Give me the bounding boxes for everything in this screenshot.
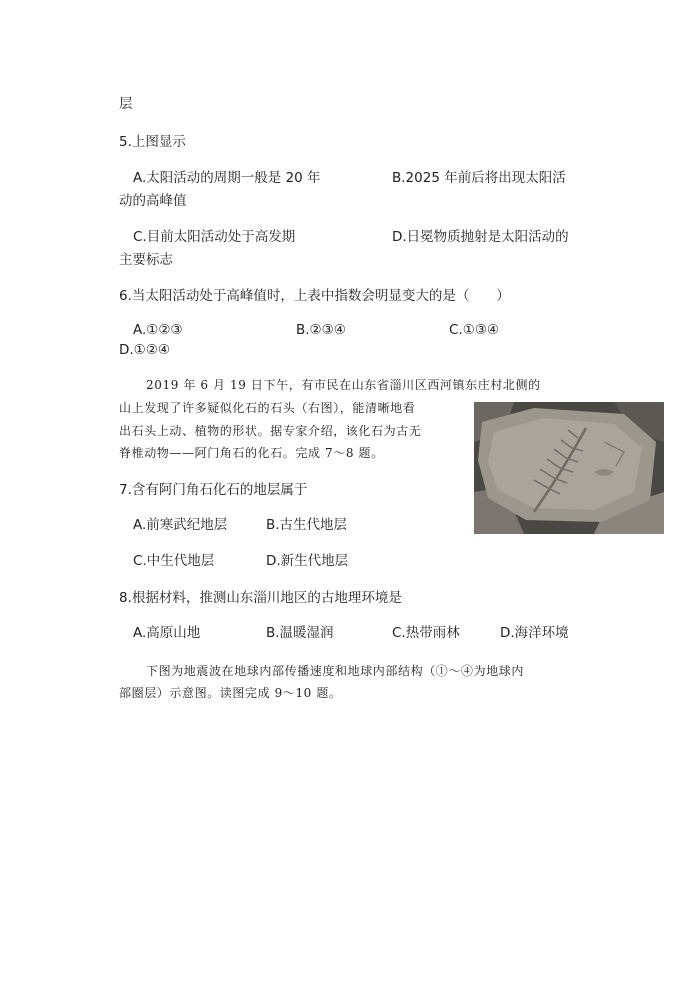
q6-option-c: C.①③④ — [449, 322, 500, 338]
q5-stem: 5.上图显示 — [119, 134, 186, 150]
q8-option-c: C.热带雨林 — [392, 625, 460, 641]
q6-option-a: A.①②③ — [133, 322, 183, 338]
q6-stem: 6.当太阳活动处于高峰值时，上表中指数会明显变大的是（ ） — [119, 288, 510, 304]
material2-line2: 部圈层）示意图。读图完成 9～10 题。 — [119, 686, 342, 700]
fossil-photo — [474, 402, 664, 534]
q6-option-b: B.②③④ — [296, 322, 346, 338]
q8-option-d: D.海洋环境 — [500, 625, 569, 641]
q6-option-d: D.①②④ — [119, 342, 170, 358]
q5-option-c: C.目前太阳活动处于高发期 — [133, 229, 296, 245]
q5-option-d-cont: 主要标志 — [119, 252, 173, 268]
material1-line2: 山上发现了许多疑似化石的石头（右图），能清晰地看 — [119, 401, 416, 415]
material1-line4: 脊椎动物——阿门角石的化石。完成 7～8 题。 — [119, 446, 384, 460]
q8-stem: 8.根据材料，推测山东淄川地区的古地理环境是 — [119, 590, 402, 606]
top-fragment: 层 — [119, 96, 133, 112]
q7-option-c: C.中生代地层 — [133, 553, 215, 569]
q8-option-a: A.高原山地 — [133, 625, 201, 641]
q7-option-a: A.前寒武纪地层 — [133, 517, 228, 533]
q5-option-a: A.太阳活动的周期一般是 20 年 — [133, 170, 321, 186]
q7-stem: 7.含有阿门角石化石的地层属于 — [119, 482, 308, 498]
q5-option-b: B.2025 年前后将出现太阳活 — [392, 170, 566, 186]
q5-option-b-cont: 动的高峰值 — [119, 193, 187, 209]
material2-line1: 下图为地震波在地球内部传播速度和地球内部结构（①～④为地球内 — [146, 664, 525, 678]
q5-option-d: D.日冕物质抛射是太阳活动的 — [392, 229, 569, 245]
material1-line3: 出石头上动、植物的形状。据专家介绍，该化石为古无 — [119, 424, 422, 438]
material1-line1: 2019 年 6 月 19 日下午，有市民在山东省淄川区西河镇东庄村北侧的 — [146, 378, 541, 392]
q8-option-b: B.温暖湿润 — [266, 625, 334, 641]
q7-option-d: D.新生代地层 — [266, 553, 349, 569]
q7-option-b: B.古生代地层 — [266, 517, 348, 533]
